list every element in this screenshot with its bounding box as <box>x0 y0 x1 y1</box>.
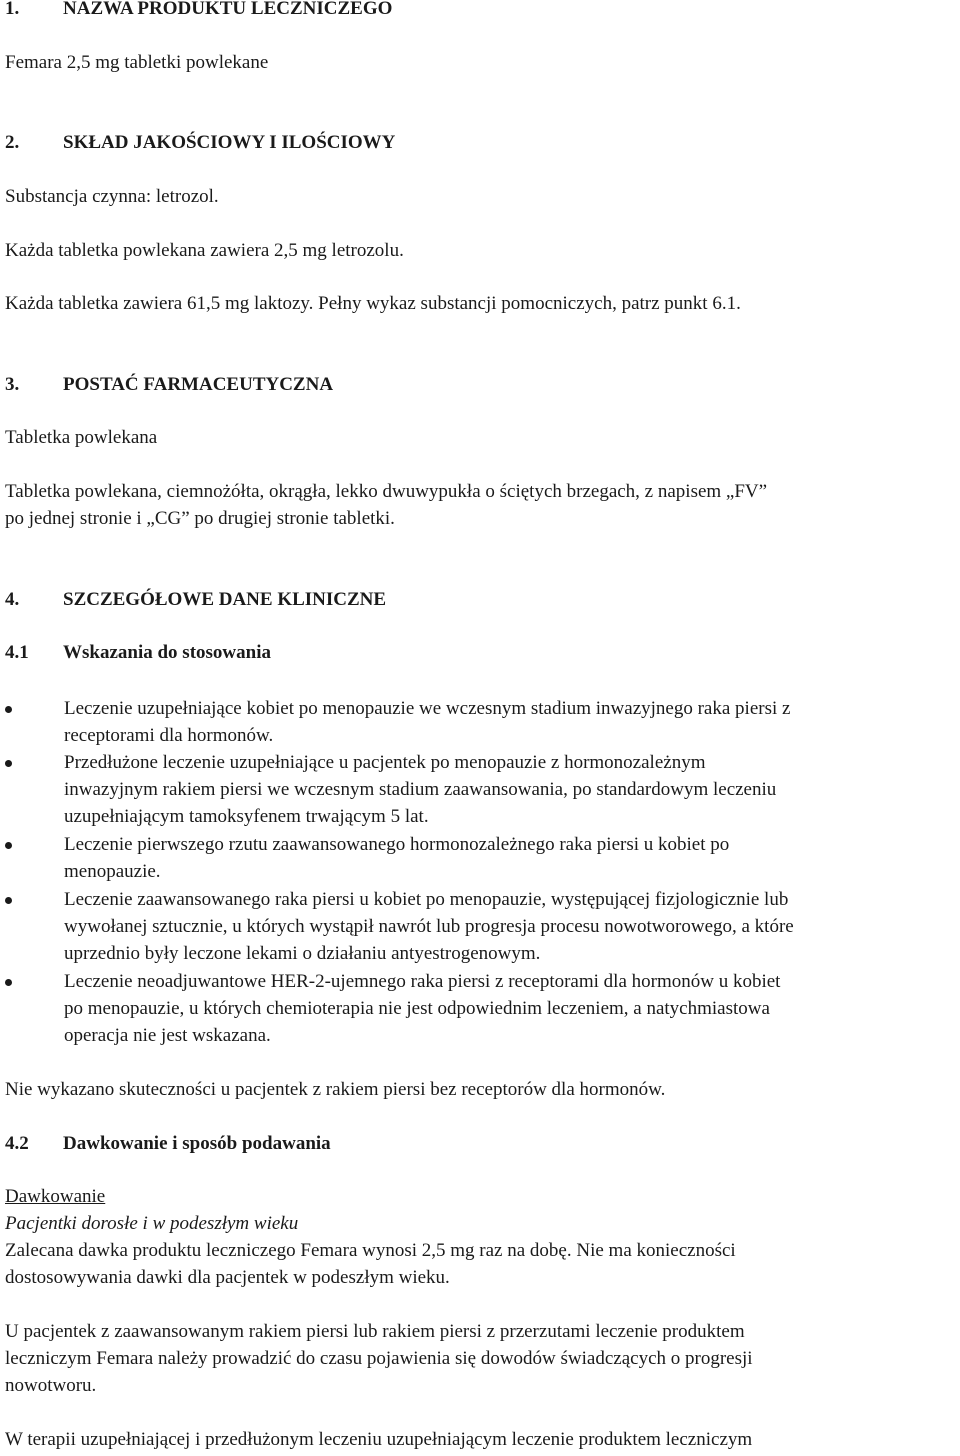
list-item-line: Leczenie zaawansowanego raka piersi u kobiet po menopauzie, występującej fizjologicznie lub <box>64 889 789 910</box>
section-number: 3. <box>5 374 20 395</box>
list-item-line: operacja nie jest wskazana. <box>64 1025 271 1046</box>
section-4-1-heading <box>5 640 271 666</box>
paragraph: Nie wykazano skuteczności u pacjentek z rakiem piersi bez receptorów dla hormonów. <box>5 1079 666 1100</box>
section-title: Wskazania do stosowania <box>63 642 271 663</box>
paragraph: Każda tabletka powlekana zawiera 2,5 mg letrozolu. <box>5 240 404 261</box>
list-item-line: wywołanej sztucznie, u których wystąpił nawrót lub progresja procesu nowotworowego, a które <box>64 916 794 937</box>
bullet-icon <box>5 979 12 986</box>
paragraph-line: Zalecana dawka produktu leczniczego Femara wynosi 2,5 mg raz na dobę. Nie ma konieczności <box>5 1240 736 1261</box>
section-1-heading <box>5 0 392 22</box>
list-item-line: uprzednio były leczone lekami o działaniu antyestrogenowym. <box>64 943 541 964</box>
section-number: 2. <box>5 132 20 153</box>
paragraph-line: U pacjentek z zaawansowanym rakiem piersi lub rakiem piersi z przerzutami leczenie produktem <box>5 1321 745 1342</box>
section-number: 4.1 <box>5 642 29 663</box>
list-item-line: uzupełniającym tamoksyfenem trwającym 5 lat. <box>64 806 429 827</box>
paragraph-line: po jednej stronie i „CG” po drugiej stronie tabletki. <box>5 508 395 529</box>
list-item-line: menopauzie. <box>64 861 161 882</box>
bullet-icon <box>5 706 12 713</box>
bullet-icon <box>5 842 12 849</box>
paragraph-line: Tabletka powlekana, ciemnożółta, okrągła, lekko dwuwypukła o ściętych brzegach, z napisem „FV” <box>5 481 768 502</box>
bullet-icon <box>5 897 12 904</box>
section-4-2-heading <box>5 1131 331 1157</box>
section-title: SZCZEGÓŁOWE DANE KLINICZNE <box>63 589 387 610</box>
list-item-line: receptorami dla hormonów. <box>64 725 274 746</box>
list-item-line: Leczenie neoadjuwantowe HER-2-ujemnego raka piersi z receptorami dla hormonów u kobiet <box>64 971 781 992</box>
paragraph: Substancja czynna: letrozol. <box>5 186 219 207</box>
list-item-line: inwazyjnym rakiem piersi we wczesnym stadium zaawansowania, po standardowym leczeniu <box>64 779 777 800</box>
paragraph: Tabletka powlekana <box>5 427 158 448</box>
section-title: POSTAĆ FARMACEUTYCZNA <box>63 374 334 395</box>
subheading-underlined: Dawkowanie <box>5 1186 106 1207</box>
paragraph: Każda tabletka zawiera 61,5 mg laktozy. Pełny wykaz substancji pomocniczych, patrz punkt 6.1. <box>5 293 741 314</box>
section-number: 4.2 <box>5 1133 29 1154</box>
paragraph-line: leczniczym Femara należy prowadzić do czasu pojawienia się dowodów świadczących o progresji <box>5 1348 753 1369</box>
list-item-line: po menopauzie, u których chemioterapia nie jest odpowiednim leczeniem, a natychmiastowa <box>64 998 770 1019</box>
paragraph-line: nowotworu. <box>5 1375 97 1396</box>
subheading-italic: Pacjentki dorosłe i w podeszłym wieku <box>5 1213 299 1234</box>
list-item-line: Leczenie uzupełniające kobiet po menopauzie we wczesnym stadium inwazyjnego raka piersi z <box>64 698 791 719</box>
section-title: NAZWA PRODUKTU LECZNICZEGO <box>63 0 393 19</box>
section-number: 1. <box>5 0 20 19</box>
section-2-heading <box>5 130 395 156</box>
list-item-line: Przedłużone leczenie uzupełniające u pacjentek po menopauzie z hormonozależnym <box>64 752 706 773</box>
section-number: 4. <box>5 589 20 610</box>
section-3-heading <box>5 372 333 398</box>
product-name: Femara 2,5 mg tabletki powlekane <box>5 52 269 73</box>
section-title: SKŁAD JAKOŚCIOWY I ILOŚCIOWY <box>63 132 396 153</box>
paragraph-line: W terapii uzupełniającej i przedłużonym leczeniu uzupełniającym leczenie produktem leczniczym <box>5 1429 753 1450</box>
list-item-line: Leczenie pierwszego rzutu zaawansowanego hormonozależnego raka piersi u kobiet po <box>64 834 730 855</box>
paragraph-line: dostosowywania dawki dla pacjentek w podeszłym wieku. <box>5 1267 450 1288</box>
bullet-icon <box>5 760 12 767</box>
section-title: Dawkowanie i sposób podawania <box>63 1133 331 1154</box>
section-4-heading <box>5 587 386 613</box>
